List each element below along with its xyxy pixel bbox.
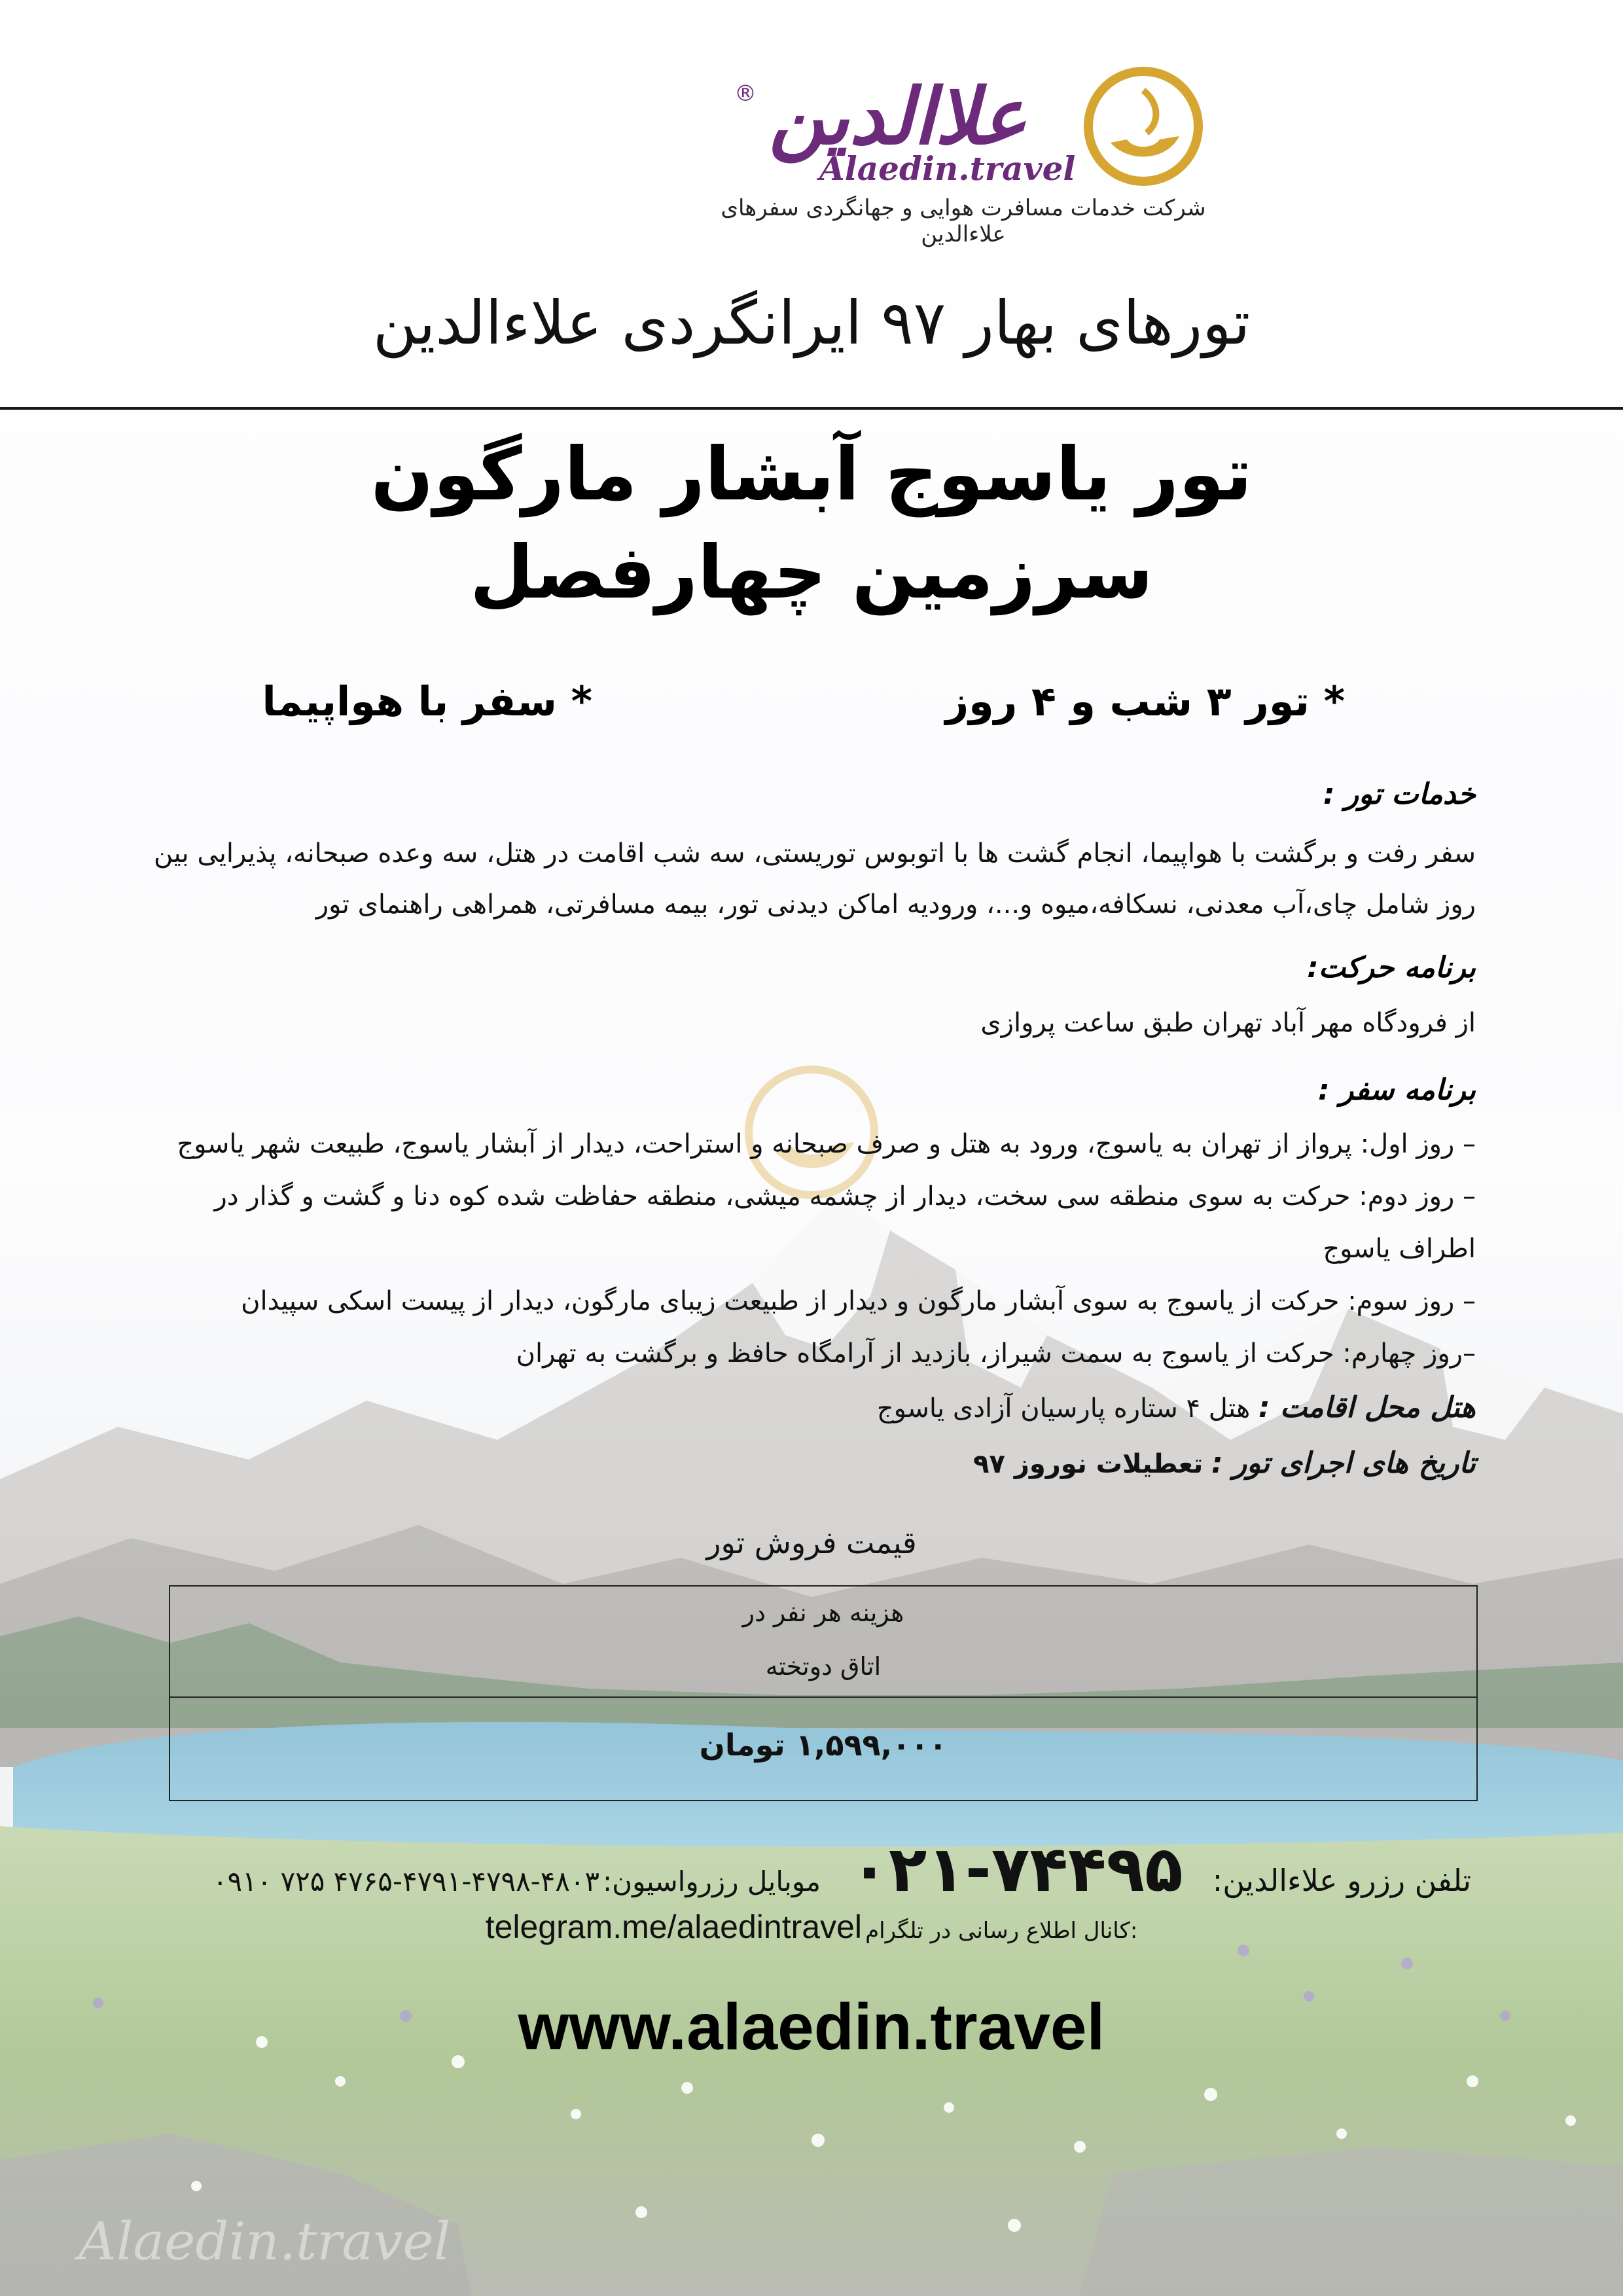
price-header-line2: اتاق دوتخته xyxy=(765,1652,882,1681)
itinerary-heading: برنامه سفر : xyxy=(1318,1073,1476,1107)
departure-heading: برنامه حرکت: xyxy=(1307,951,1476,984)
itinerary-day2-line1: – روز دوم: حرکت به سوی منطقه سی سخت، دیدار از چشمه میشی، منطقه حفاظت شده کوه دنا و گشت و گذار در xyxy=(214,1181,1476,1211)
header-divider xyxy=(0,407,1623,410)
price-table xyxy=(169,1585,1478,1801)
telegram-line xyxy=(0,1908,1623,1946)
mobile-label: موبایل رزرواسیون: xyxy=(603,1865,821,1897)
registered-mark: ® xyxy=(734,81,757,107)
dates-label: تاریخ های اجرای تور : xyxy=(1211,1446,1476,1480)
dates-value: تعطیلات نوروز ۹۷ xyxy=(973,1449,1204,1479)
header-logo-box xyxy=(152,18,1472,260)
price-header-line1: هزینه هر نفر در xyxy=(742,1598,904,1627)
hotel-line xyxy=(877,1391,1476,1424)
services-text: سفر رفت و برگشت با هواپیما، انجام گشت ها با اتوبوس توریستی، سه شب اقامت در هتل، سه وعده صبحانه، پذیرایی بین روز شامل چای،آب معدنی، نسکافه،میوه و...، ورودیه اماکن دیدنی تور، بیمه مسافرتی، همراهی راهنمای تور xyxy=(154,838,1476,920)
tour-title-line1: تور یاسوج آبشار مارگون xyxy=(370,432,1253,517)
golden-lamp-icon xyxy=(1081,64,1205,195)
itinerary-day4: –روز چهارم: حرکت از یاسوج به سمت شیراز، بازدید از آرامگاه حافظ و برگشت به تهران xyxy=(516,1338,1476,1369)
phone-label: تلفن رزرو علاءالدین: xyxy=(1212,1863,1471,1898)
dates-line xyxy=(973,1446,1476,1480)
departure-text: از فرودگاه مهر آباد تهران طبق ساعت پروازی xyxy=(980,1008,1476,1038)
itinerary-day1: – روز اول: پرواز از تهران به یاسوج، ورود به هتل و صرف صبحانه و استراحت، دیدار از آبشار یاسوج، طبیعت شهر یاسوج xyxy=(177,1129,1476,1159)
brand-logo xyxy=(675,18,1212,260)
footer-watermark: Alaedin.travel xyxy=(79,2211,451,2272)
mobile-numbers[interactable]: ۴۸۰۳-۴۷۹۸-۴۷۹۱-۴۷۶۵ ۷۲۵ ۰۹۱۰ xyxy=(212,1865,600,1897)
feature-duration: * تور ۳ شب و ۴ روز xyxy=(945,677,1345,725)
feature-transport: * سفر با هواپیما xyxy=(262,677,592,725)
company-line: شرکت خدمات مسافرت هوایی و جهانگردی سفرهای علاءالدین xyxy=(721,195,1206,247)
tour-title-line2: سرزمین چهارفصل xyxy=(470,530,1153,615)
telegram-label: کانال اطلاع رسانی در تلگرام: xyxy=(865,1918,1138,1944)
itinerary-day3: – روز سوم: حرکت از یاسوج به سوی آبشار مارگون و دیدار از طبیعت زیبای مارگون، دیدار از پیست اسکی سپیدان xyxy=(241,1286,1476,1316)
price-header-row xyxy=(170,1587,1476,1698)
season-title: تورهای بهار ۹۷ ایرانگردی علاءالدین xyxy=(372,288,1251,358)
price-caption: قیمت فروش تور xyxy=(706,1525,917,1560)
services-heading: خدمات تور : xyxy=(1323,778,1476,811)
telegram-link[interactable]: telegram.me/alaedintravel xyxy=(485,1909,862,1945)
price-value: ۱,۵۹۹,۰۰۰ تومان xyxy=(699,1727,948,1763)
phone-line xyxy=(213,1833,1471,1906)
website-link[interactable]: www.alaedin.travel xyxy=(518,1990,1105,2064)
brand-name-fa: علاالدین xyxy=(768,71,1027,162)
brand-name-en: Alaedin.travel xyxy=(819,149,1076,188)
hotel-value: هتل ۴ ستاره پارسیان آزادی یاسوج xyxy=(876,1393,1251,1424)
phone-number[interactable]: ۰۲۱-۷۴۴۹۵ xyxy=(850,1833,1183,1906)
hotel-label: هتل محل اقامت : xyxy=(1258,1391,1476,1424)
itinerary-day2-line2: اطراف یاسوج xyxy=(1323,1234,1476,1264)
